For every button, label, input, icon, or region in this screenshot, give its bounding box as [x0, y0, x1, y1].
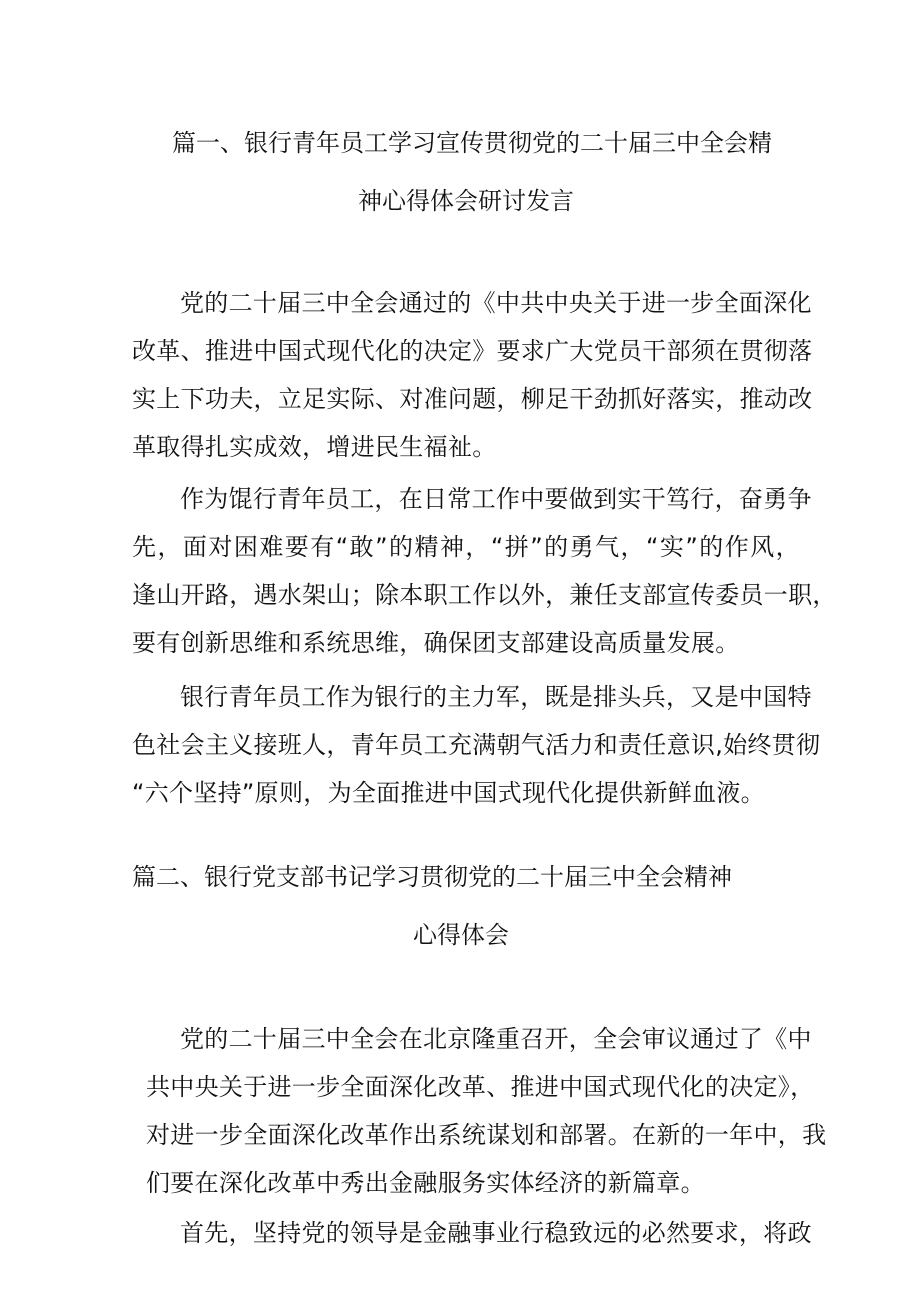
s1-p1-line4: 革取得扎实成效，增进民生福祉。 [132, 433, 497, 461]
s1-p3-line1: 银行青年员工作为银行的主力军，既是排头兵，又是中国特 [180, 683, 812, 711]
s1-p1-line1: 党的二十届三中全会通过的《中共中央关于进一步全面深化 [180, 289, 812, 317]
section2-title-line1: 篇二、银行党支部书记学习贯彻党的二十届三中全会精神 [132, 863, 732, 891]
s1-p2-line3: 逢山开路，遇水架山；除本职工作以外，兼任支部宣传委员一职， [132, 581, 837, 609]
section1-title-line2: 神心得体会研讨发言 [358, 187, 574, 215]
s1-p1-line2: 改革、推进中国式现代化的决定》要求广大党员干部须在贯彻落 [132, 337, 813, 365]
s2-p1-line4: 们要在深化改革中秀出金融服务实体经济的新篇章。 [146, 1169, 705, 1197]
s2-p2-line1: 首先，坚持党的领导是金融事业行稳致远的必然要求，将政 [180, 1219, 812, 1247]
s1-p3-line2: 色社会主义接班人，青年员工充满朝气活力和责任意识,始终贯彻 [132, 731, 821, 759]
section1-title-line1: 篇一、银行青年员工学习宣传贯彻党的二十届三中全会精 [172, 129, 772, 157]
s1-p1-line3: 实上下功夫，立足实际、对准问题，柳足干劲抓好落实，推动改 [132, 385, 813, 413]
s2-p1-line1: 党的二十届三中全会在北京隆重召开，全会审议通过了《中 [180, 1025, 812, 1053]
s2-p1-line3: 对进一步全面深化改革作出系统谋划和部署。在新的一年中，我 [146, 1121, 827, 1149]
s1-p3-line3: “六个坚持”原则，为全面推进中国式现代化提供新鲜血液。 [132, 779, 765, 807]
section2-title-line2: 心得体会 [413, 921, 509, 949]
s2-p1-line2: 共中央关于进一步全面深化改革、推进中国式现代化的决定》， [146, 1073, 815, 1101]
s1-p2-line1: 作为馄行青年员工，在日常工作中要做到实干笃行，奋勇争 [180, 485, 812, 513]
s1-p2-line2: 先，面对困难要有“敢”的精神，“拼”的勇气，“实”的作风， [132, 533, 800, 561]
s1-p2-line4: 要有创新思维和系统思维，确保团支部建设高质量发展。 [132, 629, 740, 657]
